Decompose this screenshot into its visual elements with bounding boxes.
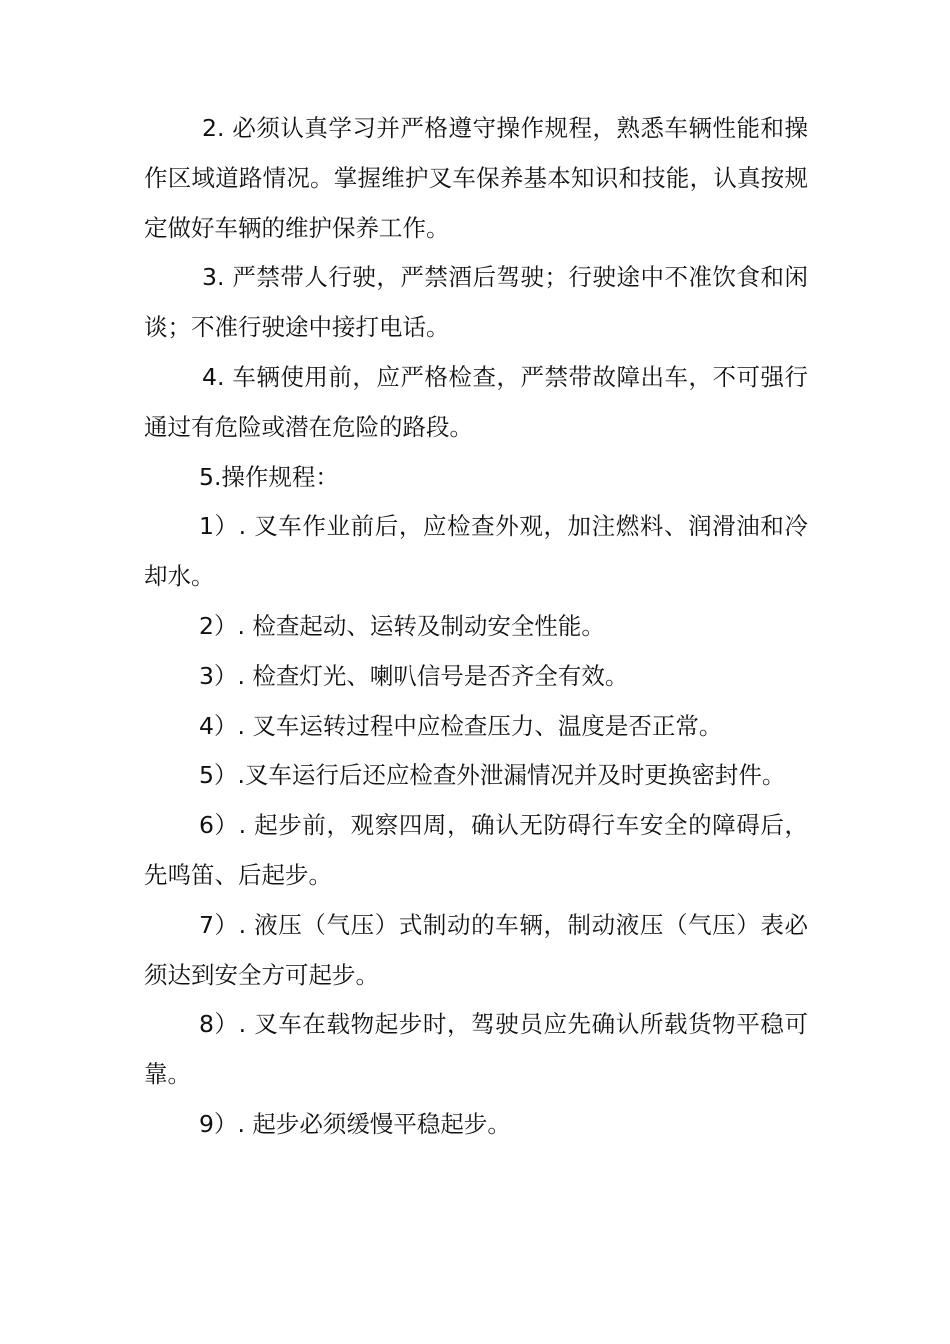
paragraph-step-4: 4）. 叉车运转过程中应检查压力、温度是否正常。 <box>199 711 723 740</box>
paragraph-step-3: 3）. 检查灯光、喇叭信号是否齐全有效。 <box>199 661 629 690</box>
document-page <box>144 104 808 1150</box>
paragraph-step-1: 1）. 叉车作业前后，应检查外观，加注燃料、润滑油和冷却水。 <box>144 512 808 591</box>
paragraph-rule-2: 2. 必须认真学习并严格遵守操作规程，熟悉车辆性能和操作区域道路情况。掌握维护叉车保养基本知识和技能，认真按规定做好车辆的维护保养工作。 <box>144 114 808 242</box>
paragraph-rule-5-heading: 5.操作规程： <box>199 462 339 491</box>
paragraph-step-6: 6）. 起步前，观察四周，确认无防碍行车安全的障碍后，先鸣笛、后起步。 <box>144 811 808 889</box>
paragraph-step-8: 8）. 叉车在载物起步时，驾驶员应先确认所载货物平稳可靠。 <box>144 1010 808 1089</box>
paragraph-step-2: 2）. 检查起动、运转及制动安全性能。 <box>199 611 605 640</box>
paragraph-step-9: 9）. 起步必须缓慢平稳起步。 <box>199 1109 511 1138</box>
paragraph-rule-4: 4. 车辆使用前，应严格检查，严禁带故障出车，不可强行通过有危险或潜在危险的路段。 <box>144 362 808 441</box>
paragraph-step-5: 5）.叉车运行后还应检查外泄漏情况并及时更换密封件。 <box>199 761 786 790</box>
paragraph-step-7: 7）. 液压（气压）式制动的车辆，制动液压（气压）表必须达到安全方可起步。 <box>144 910 808 989</box>
paragraph-rule-3: 3. 严禁带人行驶，严禁酒后驾驶；行驶途中不准饮食和闲谈；不准行驶途中接打电话。 <box>144 263 808 342</box>
